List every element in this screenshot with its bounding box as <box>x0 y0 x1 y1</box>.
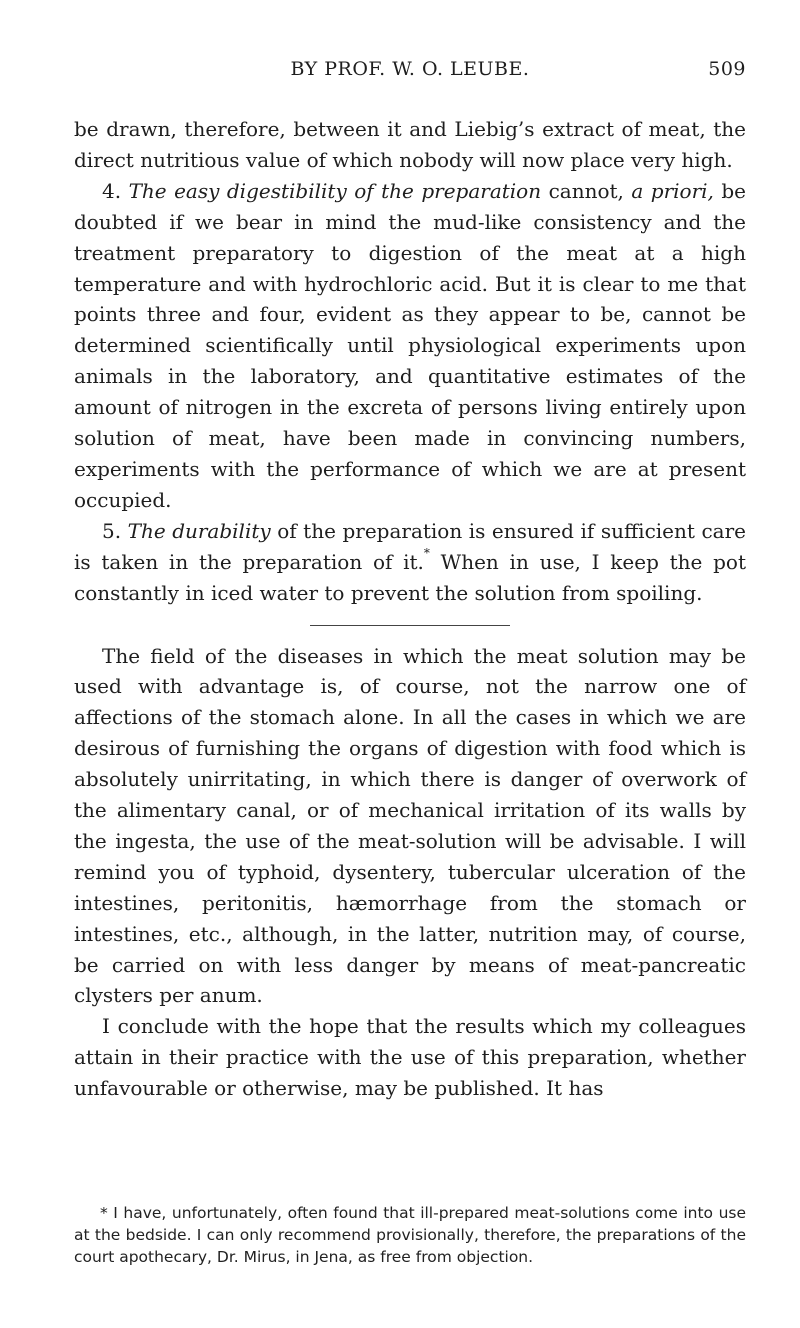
paragraph-continuation: be drawn, therefore, between it and Liebig’s extract of meat, the direct nutritious value of which nobody will now place very high. <box>74 117 746 172</box>
italic-heading: The durability <box>127 518 271 543</box>
paragraph-text: When in use, I keep the pot constantly in iced water to prevent the solution from spoiling. <box>74 549 746 605</box>
body-text <box>74 114 746 1104</box>
paragraph-text: be doubted if we bear in mind the mud-like consistency and the treatment preparatory to digestion of the meat at a high temperature and with hydrochloric acid. But it is clear to me that points three and four, evident as they appear to be, cannot be determined scientifically until physiological experiments upon animals in the laboratory, and quantitative estimates of the amount of nitrogen in the excreta of persons living entirely upon solution of meat, have been made in convincing numbers, experiments with the performance of which we are at present occupied. <box>74 178 746 512</box>
running-header <box>74 58 746 92</box>
paragraph-digestibility <box>74 176 746 516</box>
item-number: 4. <box>102 178 129 203</box>
footnote <box>74 1202 746 1268</box>
paragraph-text: cannot, <box>541 178 632 203</box>
section-divider <box>310 625 510 626</box>
paragraph-durability <box>74 516 746 609</box>
italic-heading: The easy digestibility of the preparation <box>128 178 542 203</box>
paragraph-diseases: The field of the diseases in which the meat solution may be used with advantage is, of course, not the narrow one of affections of the stomach alone. In all the cases in which we are desirous of furnishing the organs of digestion with food which is absolutely unirritating, in which there is danger of overwork of the alimentary canal, or of mechanical irritation of its walls by the ingesta, the use of the meat-solution will be advisable. I will remind you of typhoid, dysentery, tubercular ulceration of the intestines, peritonitis, hæmorrhage from the stomach or intestines, etc., although, in the latter, nutrition may, of course, be carried on with less danger by means of meat-pancreatic clysters per anum. <box>74 643 746 1008</box>
running-title: BY PROF. W. O. LEUBE. <box>290 58 530 80</box>
paragraph-conclusion: I conclude with the hope that the results which my colleagues attain in their practice with the use of this preparation, whether unfavourable or otherwise, may be published. It has <box>74 1014 746 1101</box>
footnote-text: * I have, unfortunately, often found that ill-prepared meat-solutions come into use at the bedside. I can only recommend provisionally, therefore, the preparations of the court apothecary, Dr. Mirus, in Jena, as free from objection. <box>74 1204 746 1266</box>
item-number: 5. <box>102 518 128 543</box>
page-number: 509 <box>708 58 746 80</box>
italic-phrase: a priori, <box>631 178 714 203</box>
footnote-marker: * <box>423 545 430 560</box>
paragraph-text: of the preparation is ensured if sufficient care is taken in the preparation of it. <box>74 518 746 574</box>
